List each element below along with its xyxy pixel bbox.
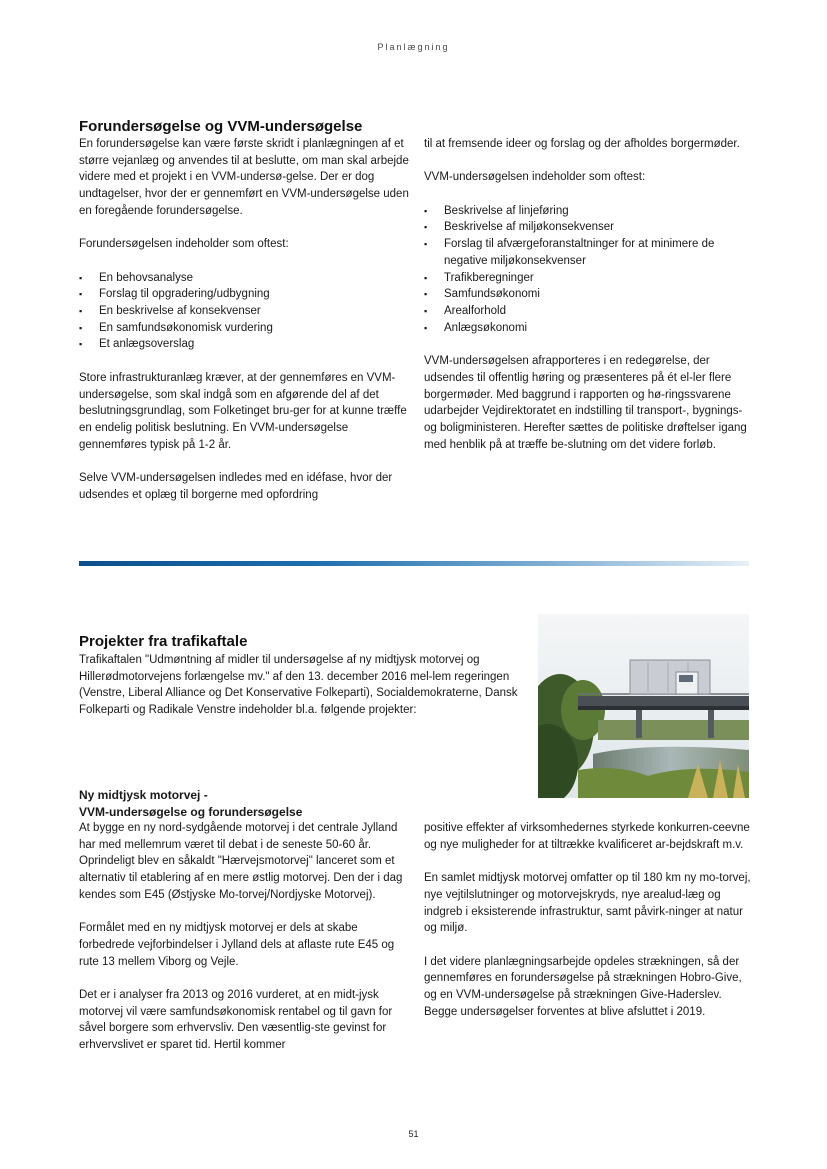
intro-paragraph: Trafikaftalen "Udmøntning af midler til undersøgelse af ny midtjysk motorvej og Hillerødmotorvejens forlængelse mv." af den 13. december 2016 mel-lem regeringen (Venstre, Liberal Alliance og Det Konservative Folkeparti), Socialdemokraterne, Dansk Folkeparti og Radikale Venstre indeholder bl.a. følgende projekter:	[79, 654, 518, 717]
subhead-line-2: VVM-undersøgelse og forundersøgelse	[79, 805, 303, 819]
list-item: ▪ Et anlægsoverslag	[79, 336, 409, 353]
photo-illustration	[538, 614, 749, 798]
list-item: ▪ Trafikberegninger	[424, 270, 752, 287]
paragraph: En forundersøgelse kan være første skridt i planlægningen af et større vejanlæg og anvendes til at beslutte, om man skal arbejde videre med et projekt i en VVM-undersø-gelse. Der er dog undtagelser, hvor der er gennemført en VVM-undersøgelse uden en foregående forundersøgelse.	[79, 138, 409, 217]
paragraph: positive effekter af virksomhedernes styrkede konkurren-ceevne og nye muligheder for at tiltrække kvalificeret ar-bejdskraft m.v.	[424, 822, 750, 851]
section2-left-column	[79, 820, 409, 1071]
list-item: ▪ Arealforhold	[424, 303, 752, 320]
paragraph: Selve VVM-undersøgelsen indledes med en idéfase, hvor der udsendes et oplæg til borgerne med opfordring	[79, 472, 393, 501]
page-number: 51	[408, 1129, 419, 1139]
subhead-line-1: Ny midtjysk motorvej -	[79, 788, 208, 802]
paragraph: I det videre planlægningsarbejde opdeles strækningen, så der gennemføres en forundersøgelse på strækningen Hobro-Give, og en VVM-undersøgelse på strækningen Give-Haderslev. Begge undersøgelser forventes at blive afsluttet i 2019.	[424, 955, 742, 1018]
paragraph: VVM-undersøgelsen indeholder som oftest:	[424, 171, 646, 184]
section-title-forundersogelse: Forundersøgelse og VVM-undersøgelse	[79, 118, 363, 135]
list-item: ▪ Beskrivelse af linjeføring	[424, 203, 752, 220]
list-item: ▪ En beskrivelse af konsekvenser	[79, 303, 409, 320]
paragraph: Det er i analyser fra 2013 og 2016 vurderet, at en midt-jysk motorvej vil være samfundsøkonomisk rentabel og til gavn for såvel borgere som erhvervsliv. Den væsentlig-ste gevinst for erhvervslivet er sparet tid. Hertil kommer	[79, 989, 393, 1052]
paragraph: En samlet midtjysk motorvej omfatter op til 180 km ny mo-torvej, nye vejtilslutninger og motorvejskryds, nye arealud-læg og indgreb i eksisterende infrastruktur, samt påvirk-ninger at natur og miljø.	[424, 872, 751, 935]
section1-right-column	[424, 136, 752, 470]
bullet-list	[424, 203, 752, 337]
list-item: ▪ Forslag til afværgeforanstaltninger for at minimere de negative miljøkonsekvenser	[424, 236, 752, 269]
list-item: ▪ En behovsanalyse	[79, 270, 409, 287]
paragraph: VVM-undersøgelsen afrapporteres i en redegørelse, der udsendes til offentlig høring og præsenteres på ét el-ler flere borgermøder. Med baggrund i rapporten og hø-ringssvarene udarbejder Vejdirektoratet en indstilling til transport-, bygnings- og boligministeren. Herefter sættes de politiske drøftelser igang med henblik på at træffe be-slutning om det videre forløb.	[424, 355, 747, 451]
paragraph: til at fremsende ideer og forslag og der afholdes borgermøder.	[424, 138, 740, 150]
paragraph: Formålet med en ny midtjysk motorvej er dels at skabe forbedrede vejforbindelser i Jylland dels at aflaste rute E45 og rute 13 mellem Viborg og Vejle.	[79, 922, 395, 968]
paragraph: At bygge en ny nord-sydgående motorvej i det centrale Jylland har med mellemrum været til debat i de seneste 50-60 år. Oprindeligt blev en såkaldt "Hærvejsmotorvej" lanceret som et alternativ til etablering af en mere østlig motorvej. Den der i dag kendes som E45 (Østjyske Mo-torvej/Nordjyske Motorvej).	[79, 822, 403, 901]
section-divider	[79, 561, 749, 566]
section2-right-column	[424, 820, 752, 1037]
bullet-list	[79, 270, 409, 354]
list-item: ▪ Anlægsøkonomi	[424, 320, 752, 337]
section1-left-column	[79, 136, 409, 520]
list-item: ▪ En samfundsøkonomisk vurdering	[79, 320, 409, 337]
list-item: ▪ Samfundsøkonomi	[424, 286, 752, 303]
paragraph: Store infrastrukturanlæg kræver, at der gennemføres en VVM-undersøgelse, som skal indgå som en afgørende del af det beslutningsgrundlag, som Folketinget bru-ger for at kunne træffe en endelig politisk beslutning. En VVM-undersøgelse gennemføres typisk på 1-2 år.	[79, 371, 407, 451]
list-item: ▪ Forslag til opgradering/udbygning	[79, 286, 409, 303]
running-head: Planlægning	[377, 42, 450, 52]
section-title-projekter: Projekter fra trafikaftale	[79, 633, 248, 650]
subsection-heading	[79, 787, 409, 821]
paragraph: Forundersøgelsen indeholder som oftest:	[79, 238, 289, 251]
section2-intro	[79, 652, 519, 736]
list-item: ▪ Beskrivelse af miljøkonsekvenser	[424, 219, 752, 236]
truck-bridge-photo	[538, 614, 749, 798]
